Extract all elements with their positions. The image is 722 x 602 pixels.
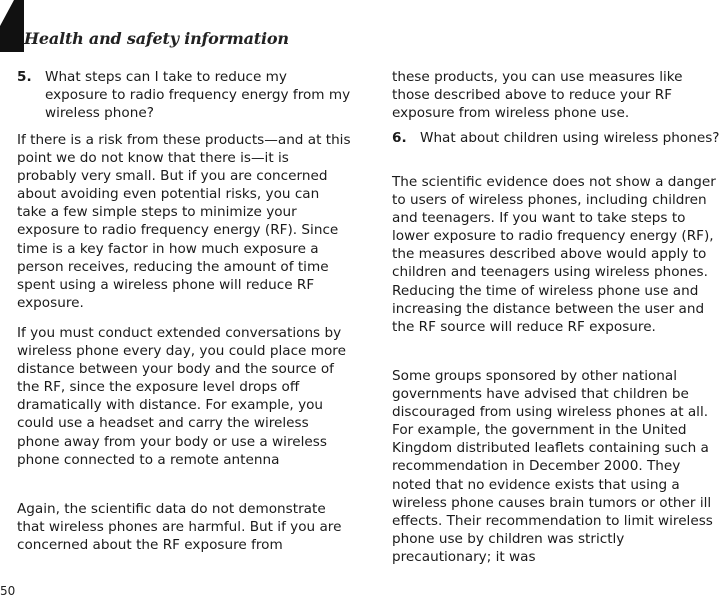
left-paragraph-3: Again, the scientific data do not demonstrate that wireless phones are harmful. But if you are concerned about the RF exposure from xyxy=(17,501,342,554)
right-paragraph-1: The scientific evidence does not show a danger to users of wireless phones, including children and teenagers. If you want to take steps to lower exposure to radio frequency energy (RF), the measures described above would apply to children and teenagers using wireless phones. Reducing the time of wireless phone use and increasing the distance between the user and the RF source will reduce RF exposure. xyxy=(392,174,716,335)
question-5 xyxy=(17,68,351,122)
question-6 xyxy=(392,129,722,147)
page-number: 50 xyxy=(0,584,16,598)
right-paragraph-0: these products, you can use measures like those described above to reduce your RF exposure from wireless phone use. xyxy=(392,69,683,122)
header-bar-decoration xyxy=(0,0,26,52)
left-paragraph-1: If there is a risk from these products—and at this point we do not know that there is—it is probably very small. But if you are concerned about avoiding even potential risks, you can take a few simple steps to minimize your exposure to radio frequency energy (RF). Since time is a key factor in how much exposure a person receives, reducing the amount of time spent using a wireless phone will reduce RF exposure. xyxy=(17,132,351,311)
question-6-text: What about children using wireless phones? xyxy=(420,130,720,146)
question-5-text: What steps can I take to reduce my exposure to radio frequency energy from my wireless phone? xyxy=(45,69,351,122)
right-paragraph-2: Some groups sponsored by other national governments have advised that children be discouraged from using wireless phones at all. For example, the government in the United Kingdom distributed leaflets containing such a recommendation in December 2000. They noted that no evidence exists that using a wireless phone causes brain tumors or other ill effects. Their recommendation to limit wireless phone use by children was strictly precautionary; it was xyxy=(392,368,713,565)
question-5-number: 5. xyxy=(17,69,32,85)
left-paragraph-2: If you must conduct extended conversations by wireless phone every day, you could place more distance between your body and the source of the RF, since the exposure level drops off dramatically with distance. For example, you could use a headset and carry the wireless phone away from your body or use a wireless phone connected to a remote antenna xyxy=(17,325,346,468)
question-6-number: 6. xyxy=(392,130,407,146)
page-header xyxy=(0,0,722,56)
section-title: Health and safety information xyxy=(24,29,289,48)
